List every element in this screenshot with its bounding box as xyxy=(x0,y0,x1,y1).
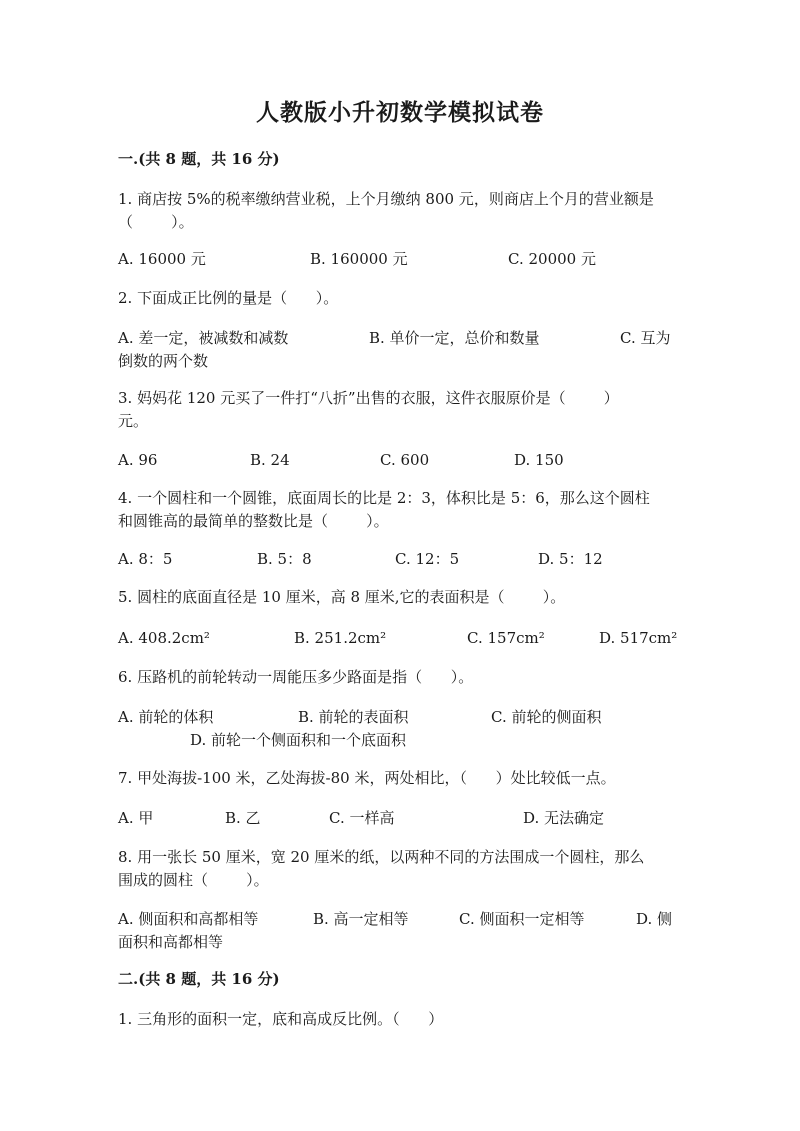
option-b[interactable]: B. 5：8 xyxy=(257,550,312,568)
question-7 xyxy=(118,767,678,790)
option-c[interactable]: C. 157cm² xyxy=(467,629,545,647)
option-a[interactable]: A. 甲 xyxy=(118,809,154,827)
question-1-line1: 1. 商店按 5%的税率缴纳营业税，上个月缴纳 800 元，则商店上个月的营业额是 xyxy=(118,190,654,208)
question-8-options xyxy=(118,908,678,954)
question-2-line1: 2. 下面成正比例的量是（ ）。 xyxy=(118,289,339,307)
option-a[interactable]: A. 96 xyxy=(118,451,158,469)
option-a[interactable]: A. 侧面积和高都相等 xyxy=(118,910,259,928)
option-b[interactable]: B. 160000 元 xyxy=(310,250,408,268)
option-d[interactable]: D. 5：12 xyxy=(538,550,603,568)
option-c[interactable]: C. 侧面积一定相等 xyxy=(459,910,585,928)
question-2 xyxy=(118,287,678,310)
question-4 xyxy=(118,487,678,533)
question-1 xyxy=(118,188,678,234)
option-c-continued: 倒数的两个数 xyxy=(118,352,209,370)
section-heading-1: 一.(共 8 题，共 16 分) xyxy=(118,150,280,168)
question-3 xyxy=(118,387,678,433)
option-b[interactable]: B. 单价一定，总价和数量 xyxy=(369,329,540,347)
option-a[interactable]: A. 前轮的体积 xyxy=(118,708,214,726)
question-7-line1: 7. 甲处海拔-100 米，乙处海拔-80 米，两处相比，（ ）处比较低一点。 xyxy=(118,769,616,787)
option-b[interactable]: B. 乙 xyxy=(225,809,261,827)
option-d[interactable]: D. 517cm² xyxy=(599,629,678,647)
option-b[interactable]: B. 前轮的表面积 xyxy=(298,708,409,726)
option-c[interactable]: C. 600 xyxy=(380,451,430,469)
option-c[interactable]: C. 一样高 xyxy=(329,809,395,827)
option-a[interactable]: A. 8：5 xyxy=(118,550,173,568)
option-c[interactable]: C. 前轮的侧面积 xyxy=(491,708,602,726)
question-4-line2: 和圆锥高的最简单的整数比是（ ）。 xyxy=(118,512,389,530)
option-d[interactable]: D. 前轮一个侧面积和一个底面积 xyxy=(190,731,407,749)
question-3-line2: 元。 xyxy=(118,412,149,430)
option-b[interactable]: B. 高一定相等 xyxy=(313,910,409,928)
section-2-question-1 xyxy=(118,1008,678,1031)
option-a[interactable]: A. 差一定，被减数和减数 xyxy=(118,329,289,347)
option-d[interactable]: D. 150 xyxy=(514,451,564,469)
question-6-options xyxy=(118,706,678,752)
question-1-line2: （ ）。 xyxy=(118,213,194,231)
page-title: 人教版小升初数学模拟试卷 xyxy=(256,99,544,126)
option-c[interactable]: C. 20000 元 xyxy=(508,250,596,268)
option-c[interactable]: C. 互为 xyxy=(620,329,671,347)
question-2-options xyxy=(118,327,678,373)
question-3-line1: 3. 妈妈花 120 元买了一件打“八折”出售的衣服，这件衣服原价是（ ） xyxy=(118,389,619,407)
question-5 xyxy=(118,586,678,609)
option-d[interactable]: D. 无法确定 xyxy=(523,809,605,827)
section-2-question-1-line1: 1. 三角形的面积一定，底和高成反比例。（ ） xyxy=(118,1010,444,1028)
option-b[interactable]: B. 251.2cm² xyxy=(294,629,387,647)
question-8-line2: 围成的圆柱（ ）。 xyxy=(118,871,269,889)
option-a[interactable]: A. 408.2cm² xyxy=(118,629,210,647)
question-6 xyxy=(118,666,678,689)
question-8 xyxy=(118,846,678,892)
section-heading-2: 二.(共 8 题，共 16 分) xyxy=(118,970,280,988)
option-a[interactable]: A. 16000 元 xyxy=(118,250,206,268)
question-6-line1: 6. 压路机的前轮转动一周能压多少路面是指（ ）。 xyxy=(118,668,474,686)
option-c[interactable]: C. 12：5 xyxy=(395,550,460,568)
question-8-line1: 8. 用一张长 50 厘米，宽 20 厘米的纸，以两种不同的方法围成一个圆柱，那么 xyxy=(118,848,645,866)
option-b[interactable]: B. 24 xyxy=(250,451,290,469)
question-5-line1: 5. 圆柱的底面直径是 10 厘米，高 8 厘米,它的表面积是（ ）。 xyxy=(118,588,566,606)
option-d[interactable]: D. 侧 xyxy=(636,910,673,928)
option-d-continued: 面积和高都相等 xyxy=(118,933,224,951)
question-4-line1: 4. 一个圆柱和一个圆锥，底面周长的比是 2：3，体积比是 5：6，那么这个圆柱 xyxy=(118,489,650,507)
